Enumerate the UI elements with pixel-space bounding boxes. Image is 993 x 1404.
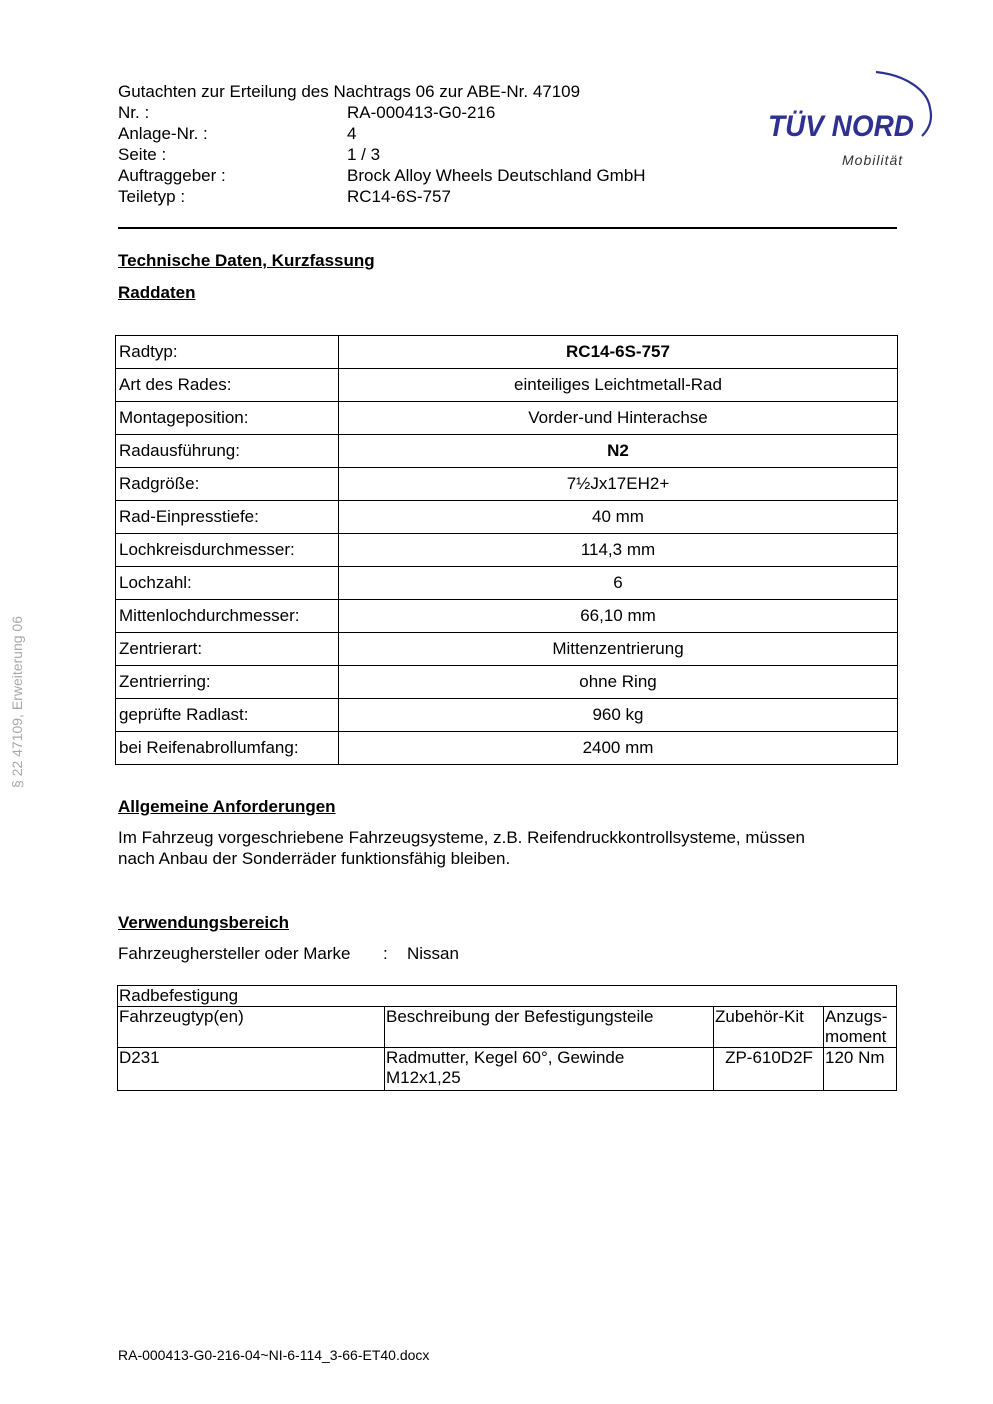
raddaten-value: Mittenzentrierung xyxy=(339,633,898,666)
section-title-verwendungsbereich: Verwendungsbereich xyxy=(118,913,289,932)
raddaten-value: 66,10 mm xyxy=(339,600,898,633)
table-row xyxy=(116,633,898,666)
raddaten-value: RC14-6S-757 xyxy=(339,336,898,369)
column-header: Zubehör-Kit xyxy=(714,1007,824,1048)
footer-filename: RA-000413-G0-216-04~NI-6-114_3-66-ET40.docx xyxy=(118,1347,430,1363)
side-note xyxy=(2,596,32,808)
raddaten-label: Lochzahl: xyxy=(116,567,339,600)
header-label: Seite : xyxy=(118,145,167,164)
raddaten-label: Lochkreisdurchmesser: xyxy=(116,534,339,567)
header-row-teiletyp xyxy=(118,186,646,207)
header-row-anlage xyxy=(118,123,646,144)
raddaten-label: Radtyp: xyxy=(116,336,339,369)
header-value: RC14-6S-757 xyxy=(347,187,451,206)
hersteller-label: Fahrzeughersteller oder Marke xyxy=(118,944,351,963)
table-row xyxy=(116,336,898,369)
allgemeine-anforderungen-text xyxy=(118,827,805,869)
table-row xyxy=(116,369,898,402)
header-row-seite xyxy=(118,144,646,165)
raddaten-value: 6 xyxy=(339,567,898,600)
table-row xyxy=(118,1048,897,1091)
raddaten-label: Art des Rades: xyxy=(116,369,339,402)
raddaten-value: Vorder-und Hinterachse xyxy=(339,402,898,435)
table-row xyxy=(118,986,897,1007)
fahrzeugtyp-cell: D231 xyxy=(118,1048,385,1091)
paragraph-line: nach Anbau der Sonderräder funktionsfähig bleiben. xyxy=(118,849,511,868)
table-row xyxy=(116,468,898,501)
raddaten-label: Mittenlochdurchmesser: xyxy=(116,600,339,633)
raddaten-value: einteiliges Leichtmetall-Rad xyxy=(339,369,898,402)
raddaten-table xyxy=(115,335,898,765)
table-row xyxy=(116,567,898,600)
raddaten-value: ohne Ring xyxy=(339,666,898,699)
hersteller-separator: : xyxy=(383,944,388,963)
document-header xyxy=(118,81,646,207)
document-title: Gutachten zur Erteilung des Nachtrags 06 zur ABE-Nr. 47109 xyxy=(118,82,581,101)
raddaten-value: 114,3 mm xyxy=(339,534,898,567)
tuev-nord-logo xyxy=(764,58,939,170)
paragraph-line: Im Fahrzeug vorgeschriebene Fahrzeugsysteme, z.B. Reifendruckkontrollsysteme, müssen xyxy=(118,828,805,847)
header-row-nr xyxy=(118,102,646,123)
table-header-row xyxy=(118,1007,897,1048)
header-label: Teiletyp : xyxy=(118,187,186,206)
table-row xyxy=(116,732,898,765)
section-title-raddaten: Raddaten xyxy=(118,283,196,302)
raddaten-label: Rad-Einpresstiefe: xyxy=(116,501,339,534)
table-row xyxy=(116,534,898,567)
header-label: Nr. : xyxy=(118,103,150,122)
table-row xyxy=(116,666,898,699)
hersteller-value: Nissan xyxy=(407,944,459,963)
radbefestigung-title: Radbefestigung xyxy=(118,986,897,1007)
raddaten-label: bei Reifenabrollumfang: xyxy=(116,732,339,765)
side-note-text: § 22 47109, Erweiterung 06 xyxy=(9,615,25,789)
column-header-moment xyxy=(824,1007,897,1048)
raddaten-label: geprüfte Radlast: xyxy=(116,699,339,732)
anzugsmoment-cell: 120 Nm xyxy=(824,1048,897,1091)
table-row xyxy=(116,402,898,435)
tuev-nord-logo-graphic xyxy=(764,58,939,170)
header-divider xyxy=(118,227,897,229)
column-header-line: Anzugs- xyxy=(825,1007,888,1026)
header-value: Brock Alloy Wheels Deutschland GmbH xyxy=(347,166,646,185)
beschreibung-line: Radmutter, Kegel 60°, Gewinde xyxy=(386,1048,625,1067)
header-label: Auftraggeber : xyxy=(118,166,226,185)
header-value: 1 / 3 xyxy=(347,145,381,164)
fahrzeughersteller-line xyxy=(118,943,459,964)
beschreibung-cell xyxy=(385,1048,714,1091)
raddaten-label: Radgröße: xyxy=(116,468,339,501)
raddaten-label: Radausführung: xyxy=(116,435,339,468)
section-title-technische-daten: Technische Daten, Kurzfassung xyxy=(118,251,375,270)
radbefestigung-table xyxy=(117,985,897,1091)
table-row xyxy=(116,699,898,732)
header-label: Anlage-Nr. : xyxy=(118,124,208,143)
raddaten-value: 960 kg xyxy=(339,699,898,732)
beschreibung-line: M12x1,25 xyxy=(386,1068,461,1087)
raddaten-value: N2 xyxy=(339,435,898,468)
header-value: 4 xyxy=(347,124,357,143)
column-header: Fahrzeugtyp(en) xyxy=(118,1007,385,1048)
logo-brand-text: TÜV NORD xyxy=(768,110,914,143)
header-row-auftraggeber xyxy=(118,165,646,186)
section-title-allgemeine-anforderungen: Allgemeine Anforderungen xyxy=(118,797,336,816)
raddaten-value: 7½Jx17EH2+ xyxy=(339,468,898,501)
table-row xyxy=(116,501,898,534)
column-header: Beschreibung der Befestigungsteile xyxy=(385,1007,714,1048)
column-header-line: moment xyxy=(825,1027,887,1046)
raddaten-label: Montageposition: xyxy=(116,402,339,435)
zubehoer-kit-cell: ZP-610D2F xyxy=(714,1048,824,1091)
raddaten-label: Zentrierring: xyxy=(116,666,339,699)
table-row xyxy=(116,435,898,468)
header-value: RA-000413-G0-216 xyxy=(347,103,496,122)
table-row xyxy=(116,600,898,633)
raddaten-value: 2400 mm xyxy=(339,732,898,765)
raddaten-value: 40 mm xyxy=(339,501,898,534)
logo-subtitle: Mobilität xyxy=(842,152,904,168)
raddaten-label: Zentrierart: xyxy=(116,633,339,666)
